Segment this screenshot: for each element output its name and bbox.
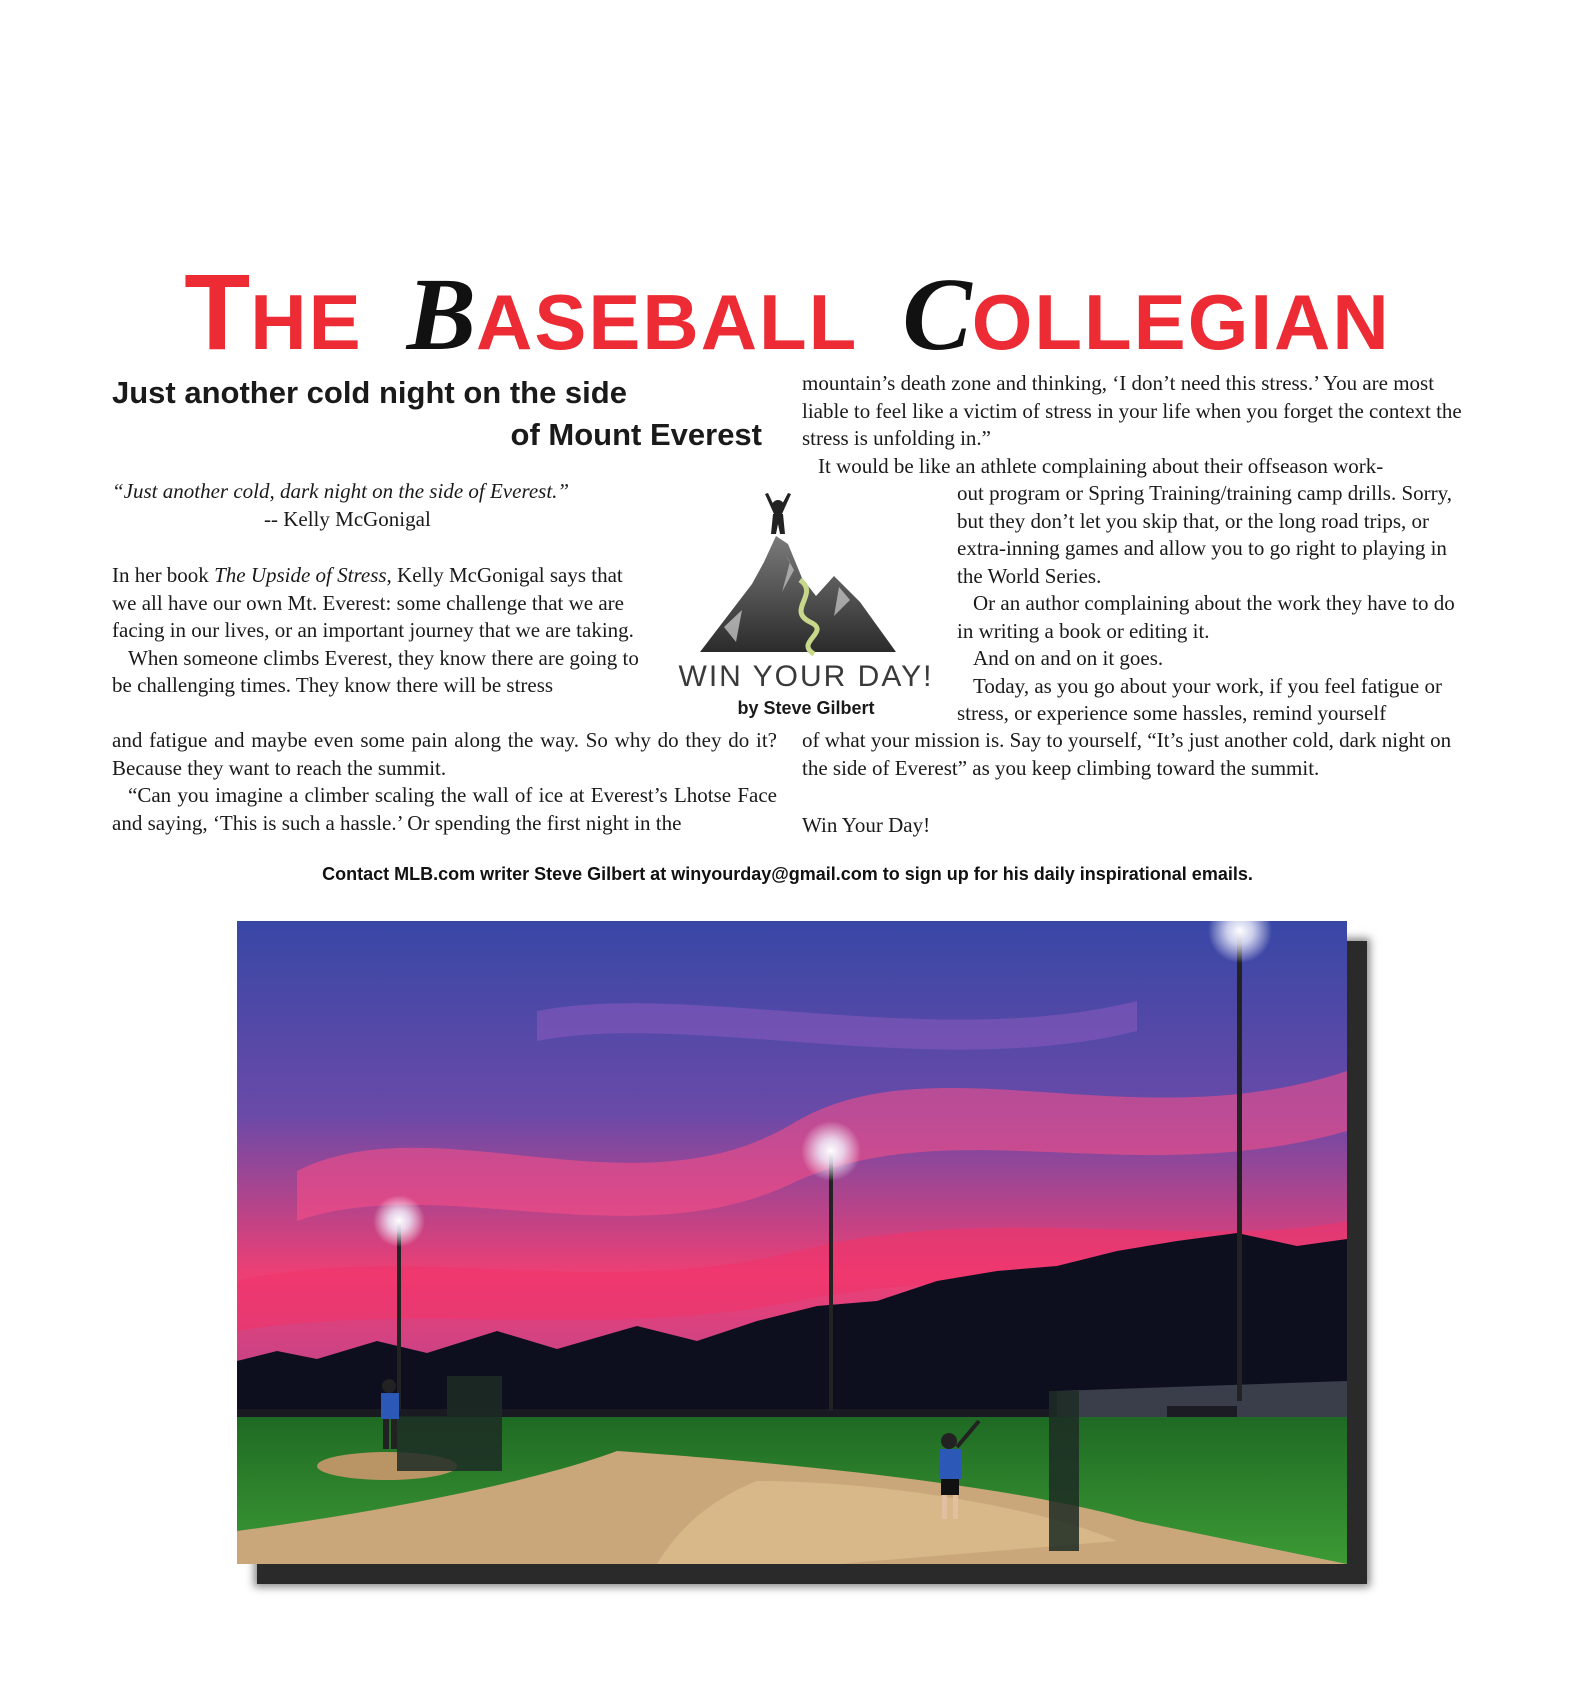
paragraph-intro — [112, 562, 652, 645]
column-2-middle — [957, 480, 1462, 728]
paragraph-today-cont: of what your mission is. Say to yourself, “It’s just another cold, dark night on the side of Everest” as you keep climbing toward the summit. — [802, 728, 1452, 780]
paragraph-on-and-on: And on and on it goes. — [973, 646, 1164, 670]
headline-line-1: Just another cold night on the side — [112, 375, 627, 410]
masthead-word-baseball — [406, 257, 859, 372]
paragraph-athlete: out program or Spring Training/training camp drills. Sorry, but they don’t let you skip that, or the long road trips, or extra-inning games and allow you to go right to playing in the World Series. — [957, 481, 1453, 588]
masthead-word-the — [184, 251, 363, 372]
masthead-initial-gothic: B — [406, 257, 476, 372]
paragraph-today: Today, as you go about your work, if you feel fatigue or stress, or experience some hassles, remind yourself — [957, 673, 1442, 725]
paragraph-climbing-cont: and fatigue and maybe even some pain along the way. So why do they do it? Because they want to reach the summit. — [112, 728, 777, 780]
paragraph-athlete-start: It would be like an athlete complaining about their offseason work- — [818, 453, 1384, 478]
mountain-climber-icon — [664, 492, 948, 662]
column-2-top — [802, 370, 1462, 480]
epigraph-attribution: -- Kelly McGonigal — [264, 506, 431, 531]
masthead — [0, 251, 1575, 372]
masthead-word-collegian — [902, 257, 1391, 372]
baseball-field-sunset-photo — [237, 921, 1347, 1564]
logo-title: WIN YOUR DAY! — [678, 660, 934, 693]
paragraph-quote-lhotse: “Can you imagine a climber scaling the wall of ice at Everest’s Lhotse Face and saying, ‘This is such a hassle.’ Or spending the first night in the — [112, 783, 777, 835]
epigraph-quote: “Just another cold, dark night on the side of Everest.” — [112, 479, 570, 503]
paragraph-climbing: When someone climbs Everest, they know there are going to be challenging times. They know there will be stress — [112, 645, 639, 697]
masthead-rest: HE — [250, 278, 363, 366]
photo-illustration — [237, 921, 1347, 1564]
epigraph — [112, 478, 632, 533]
column-2-bottom — [802, 727, 1462, 782]
article-headline — [112, 372, 762, 456]
masthead-initial-gothic: C — [902, 257, 972, 372]
masthead-initial: T — [184, 251, 251, 372]
book-title: The Upside of Stress — [214, 563, 387, 587]
win-your-day-logo — [664, 492, 948, 724]
masthead-rest: OLLEGIAN — [971, 278, 1391, 366]
paragraph-author: Or an author complaining about the work they have to do in writing a book or editing it. — [957, 591, 1455, 643]
contact-line: Contact MLB.com writer Steve Gilbert at winyourday@gmail.com to sign up for his daily inspirational emails. — [322, 864, 1253, 884]
paragraph-death-zone: mountain’s death zone and thinking, ‘I don’t need this stress.’ You are most liable to feel like a victim of stress in your life when you forget the context the stress is unfolding in.” — [802, 371, 1462, 450]
text-span: In her book — [112, 563, 215, 587]
logo-byline: by Steve Gilbert — [737, 698, 875, 718]
masthead-rest: ASEBALL — [476, 278, 859, 366]
column-1-top — [112, 562, 652, 700]
headline-line-2: of Mount Everest — [510, 417, 762, 452]
signoff: Win Your Day! — [802, 813, 931, 837]
text-span: , Kelly McGonigal says that we all have our own Mt. Everest: some challenge that we are facing in our lives, or an important journey that we are taking. — [112, 563, 634, 642]
column-1-bottom — [112, 727, 777, 837]
